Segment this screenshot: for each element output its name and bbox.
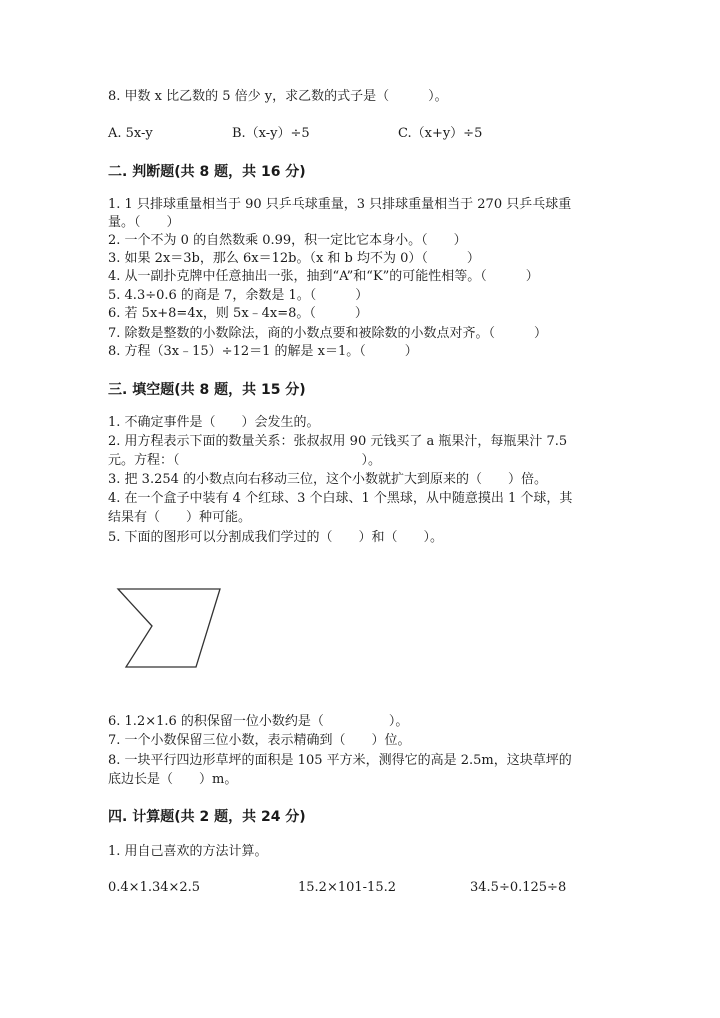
sec3-line: 7. 一个小数保留三位小数，表示精确到（ ）位。 — [108, 733, 411, 748]
calc-expression: 0.4×1.34×2.5 — [108, 880, 201, 895]
calc-expression: 15.2×101-15.2 — [298, 880, 396, 895]
sec3-line: 5. 下面的图形可以分割成我们学过的（ ）和（ ）。 — [108, 530, 444, 545]
sec3-line: 元。方程：（ ）。 — [108, 453, 382, 468]
sec2-line: 5. 4.3÷0.6 的商是 7，余数是 1。（ ） — [108, 288, 369, 303]
sec4-intro: 1. 用自己喜欢的方法计算。 — [108, 844, 268, 859]
sec2-line: 3. 如果 2x＝3b，那么 6x＝12b。（x 和 b 均不为 0）（ ） — [108, 251, 480, 266]
sec3-line: 2. 用方程表示下面的数量关系：张叔叔用 90 元钱买了 a 瓶果汁，每瓶果汁 7.5 — [108, 434, 568, 449]
sec3-line: 6. 1.2×1.6 的积保留一位小数约是（ ）。 — [108, 714, 409, 729]
section-4-heading: 四. 计算题(共 2 题，共 24 分) — [108, 809, 306, 825]
sec2-line: 量。（ ） — [108, 215, 180, 230]
sec3-line: 底边长是（ ）m。 — [108, 772, 238, 787]
pentagon-figure — [112, 584, 224, 674]
sec3-line: 1. 不确定事件是（ ）会发生的。 — [108, 415, 320, 430]
sec2-line: 2. 一个不为 0 的自然数乘 0.99，积一定比它本身小。（ ） — [108, 233, 467, 248]
sec3-line: 结果有（ ）种可能。 — [108, 510, 252, 525]
sec3-line: 8. 一块平行四边形草坪的面积是 105 平方米，测得它的高是 2.5m，这块草坪的 — [108, 753, 572, 768]
question-8-top: 8. 甲数 x 比乙数的 5 倍少 y，求乙数的式子是（ ）。 — [108, 89, 448, 104]
sec3-line: 4. 在一个盒子中装有 4 个红球、3 个白球、1 个黑球，从中随意摸出 1 个球，其 — [108, 491, 573, 506]
option-c: C.（x+y）÷5 — [398, 126, 483, 141]
section-2-heading: 二. 判断题(共 8 题，共 16 分) — [108, 164, 306, 180]
sec2-line: 7. 除数是整数的小数除法，商的小数点要和被除数的小数点对齐。（ ） — [108, 326, 548, 341]
sec3-line: 3. 把 3.254 的小数点向右移动三位，这个小数就扩大到原来的（ ）倍。 — [108, 472, 548, 487]
option-b: B.（x-y）÷5 — [232, 126, 310, 141]
sec2-line: 4. 从一副扑克牌中任意抽出一张，抽到“A”和“K”的可能性相等。（ ） — [108, 269, 539, 284]
option-a: A. 5x-y — [108, 126, 153, 141]
calc-expression: 34.5÷0.125÷8 — [470, 880, 567, 895]
sec2-line: 6. 若 5x+8=4x，则 5x﹣4x=8。（ ） — [108, 306, 368, 321]
section-3-heading: 三. 填空题(共 8 题，共 15 分) — [108, 382, 306, 398]
sec2-line: 8. 方程（3x﹣15）÷12＝1 的解是 x＝1。（ ） — [108, 344, 418, 359]
sec2-line: 1. 1 只排球重量相当于 90 只乒乓球重量，3 只排球重量相当于 270 只乒乓球重 — [108, 197, 572, 212]
figure-outline — [118, 589, 220, 667]
